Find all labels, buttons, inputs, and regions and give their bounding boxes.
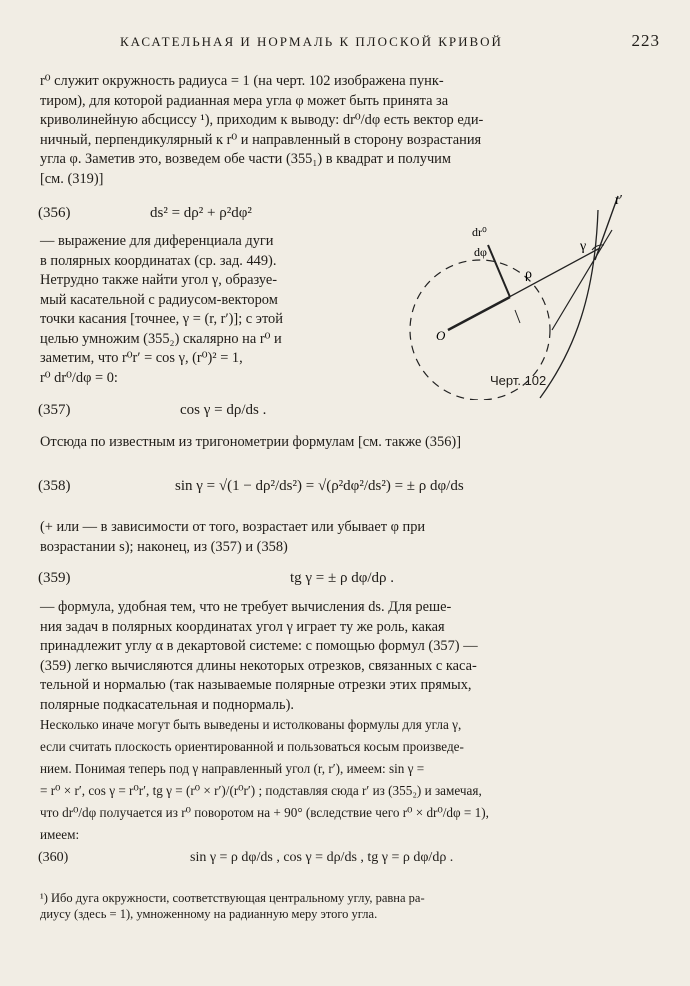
paragraph-sign-note — [40, 518, 652, 557]
text-line: имеем: — [40, 827, 80, 842]
text-line: мый касательной с радиусом-вектором — [40, 291, 278, 308]
equation-359: tg γ = ± ρ dφ/dρ . — [290, 570, 395, 586]
equation-label-360: (360) — [38, 850, 69, 865]
text-line: тиром), для которой радианная мера угла φ может быть принята за — [40, 92, 449, 109]
text-line: заметим, что r⁰r′ = cos γ, (r⁰)² = 1, — [40, 350, 243, 366]
text-line: целью умножим (355₂) скалярно на r⁰ и — [40, 330, 282, 347]
text-line: точки касания [точнее, γ = (r, r′)]; с этой — [40, 311, 283, 327]
vector-dr0-dphi — [488, 245, 510, 297]
equation-label-356: (356) — [38, 205, 71, 221]
text-line: криволинейную абсциссу ¹), приходим к выводу: dr⁰/dφ есть вектор еди- — [40, 112, 484, 128]
header-title: КАСАТЕЛЬНАЯ И НОРМАЛЬ К ПЛОСКОЙ КРИВОЙ — [120, 34, 503, 49]
running-header — [120, 31, 660, 50]
equation-360: sin γ = ρ dφ/ds , cos γ = dρ/ds , tg γ = ρ dφ/dρ . — [190, 850, 454, 865]
paragraph-intro — [40, 72, 652, 189]
text-line: (+ или — в зависимости от того, возрастает или убывает φ при — [40, 519, 426, 535]
text-line: r⁰ dr⁰/dφ = 0: — [40, 369, 118, 386]
label-dr0: dr⁰ — [472, 225, 487, 239]
figure-caption: Черт. 102 — [490, 373, 547, 388]
equation-356: ds² = dρ² + ρ²dφ² — [150, 205, 252, 221]
text-line: (359) легко вычисляются длины некоторых отрезков, связанных с каса- — [40, 657, 477, 674]
text-line: [см. (319)] — [40, 170, 104, 187]
label-origin: O — [436, 328, 446, 343]
equation-label-357: (357) — [38, 402, 71, 418]
figure-102-diagram — [390, 190, 655, 400]
label-dphi: dφ — [474, 245, 487, 259]
text-line: в полярных координатах (ср. зад. 449). — [40, 252, 277, 269]
equation-label-358: (358) — [38, 478, 71, 494]
text-line: нием. Понимая теперь под γ направленный угол (r, r′), имеем: sin γ = — [40, 761, 425, 776]
text-line: — выражение для диференциала дуги — [40, 233, 274, 249]
text-line: тельной и нормалью (так называемые полярные отрезки этих прямых, — [40, 677, 472, 693]
footnote-line: диусу (здесь = 1), умноженному на радианную меру этого угла. — [40, 907, 378, 921]
equation-label-359: (359) — [38, 570, 71, 586]
text-line: ния задач в полярных координатах угол γ играет ту же роль, какая — [40, 618, 445, 635]
label-gamma: γ — [580, 239, 587, 254]
equation-358: sin γ = √(1 − dρ²/ds²) = √(ρ²dφ²/ds²) = ± ρ dφ/ds — [175, 478, 464, 494]
text-line: принадлежит углу α в декартовой системе: с помощью формул (357) — — [40, 638, 478, 654]
tick-mark — [515, 310, 520, 323]
text-line: Нетрудно также найти угол γ, образуе- — [40, 272, 278, 288]
text-line: полярные подкасательная и поднормаль). — [40, 696, 294, 713]
unit-vector-r0 — [448, 297, 510, 330]
text-line: Отсюда по известным из тригонометрии формулам [см. также (356)] — [40, 434, 461, 450]
text-line: угла φ. Заметив это, возведем обе части (355₁) в квадрат и получим — [40, 151, 451, 167]
equation-357: cos γ = dρ/ds . — [180, 402, 267, 418]
footnote-line: ¹) Ибо дуга окружности, соответствующая центральному углу, равна ра- — [40, 891, 425, 905]
paragraph-transition — [40, 433, 652, 453]
text-line: ничный, перпендикулярный к r⁰ и направленный в сторону возрастания — [40, 131, 482, 148]
text-line: Несколько иначе могут быть выведены и истолкованы формулы для угла γ, — [40, 717, 462, 732]
paragraph-left-column — [40, 232, 395, 388]
text-line: = r⁰ × r′, cos γ = r⁰r′, tg γ = (r⁰ × r′)/(r⁰r′) ; подставляя сюда r′ из (355₂) и замечая, — [40, 783, 482, 798]
paragraph-small-print — [40, 714, 652, 846]
curve — [540, 210, 598, 398]
text-line: — формула, удобная тем, что не требует вычисления ds. Для реше- — [40, 599, 452, 615]
text-line: возрастании s); наконец, из (357) и (358) — [40, 538, 288, 555]
label-rho: ρ — [525, 267, 532, 282]
text-line: что dr⁰/dφ получается из r⁰ поворотом на + 90° (вследствие чего r⁰ × dr⁰/dφ = 1), — [40, 805, 489, 820]
text-line: r⁰ служит окружность радиуса = 1 (на черт. 102 изображена пунк- — [40, 73, 444, 89]
page-number: 223 — [631, 31, 660, 50]
paragraph-after-359 — [40, 598, 652, 715]
footnote — [40, 890, 652, 922]
label-r-prime: r′ — [615, 193, 623, 208]
text-line: если считать плоскость ориентированной и пользоваться косым произведе- — [40, 739, 464, 754]
